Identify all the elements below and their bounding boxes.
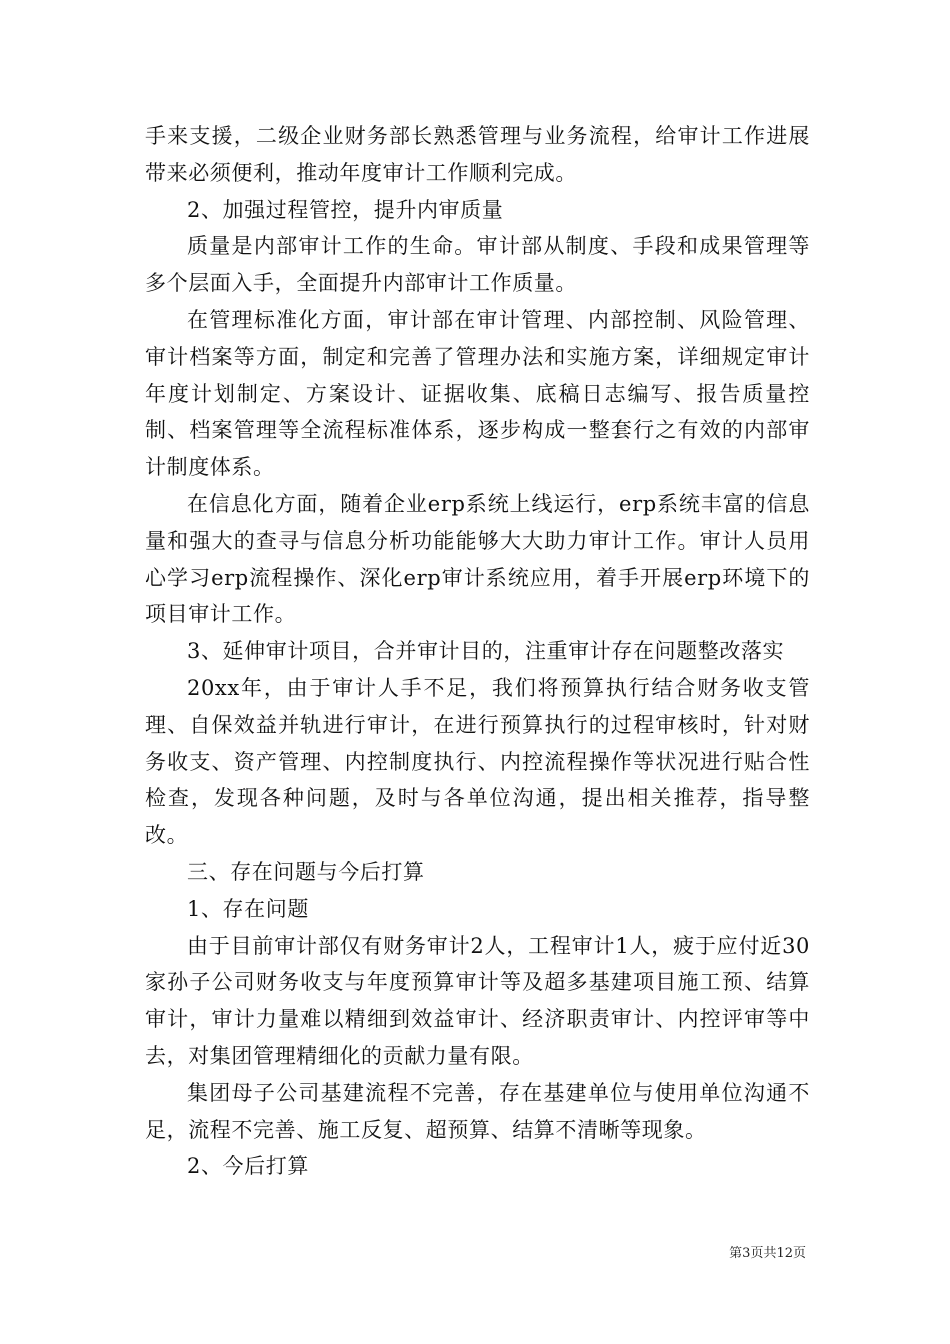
paragraph-continuation: 手来支援，二级企业财务部长熟悉管理与业务流程，给审计工作进展带来必须便利，推动年度审计工作顺利完成。 [145,124,810,185]
paragraph-staffing-problem: 由于目前审计部仅有财务审计2人，工程审计1人，疲于应付近30家孙子公司财务收支与年度预算审计等及超多基建项目施工预、结算审计，审计力量难以精细到效益审计、经济职责审计、内控评审等中去，对集团管理精细化的贡献力量有限。 [145,933,810,1068]
subheading-future-plans: 2、今后打算 [187,1154,309,1179]
document-body [145,118,810,1185]
page-number: 第3页共12页 [729,1246,806,1261]
paragraph-budget-execution: 20xx年，由于审计人手不足，我们将预算执行结合财务收支管理、自保效益并轨进行审计，在进行预算执行的过程审核时，针对财务收支、资产管理、内控制度执行、内控流程操作等状况进行贴合性检查，发现各种问题，及时与各单位沟通，提出相关推荐，指导整改。 [145,675,810,848]
paragraph-audit-quality: 质量是内部审计工作的生命。审计部从制度、手段和成果管理等多个层面入手，全面提升内部审计工作质量。 [145,234,810,296]
paragraph-informatization: 在信息化方面，随着企业erp系统上线运行，erp系统丰富的信息量和强大的查寻与信息分析功能能够大大助力审计工作。审计人员用心学习erp流程操作、深化erp审计系统应用，着手开展erp环境下的项目审计工作。 [145,491,810,627]
subheading-strengthen-process-control: 2、加强过程管控，提升内审质量 [187,197,504,222]
section-heading-problems-and-plans: 三、存在问题与今后打算 [187,859,425,884]
paragraph-construction-process-problem: 集团母子公司基建流程不完善，存在基建单位与使用单位沟通不足，流程不完善、施工反复、超预算、结算不清晰等现象。 [145,1080,810,1142]
subheading-existing-problems: 1、存在问题 [187,896,309,921]
paragraph-management-standardization: 在管理标准化方面，审计部在审计管理、内部控制、风险管理、审计档案等方面，制定和完善了管理办法和实施方案，详细规定审计年度计划制定、方案设计、证据收集、底稿日志编写、报告质量控制、档案管理等全流程标准体系，逐步构成一整套行之有效的内部审计制度体系。 [145,307,810,480]
subheading-extend-audit-projects: 3、延伸审计项目，合并审计目的，注重审计存在问题整改落实 [187,639,785,664]
